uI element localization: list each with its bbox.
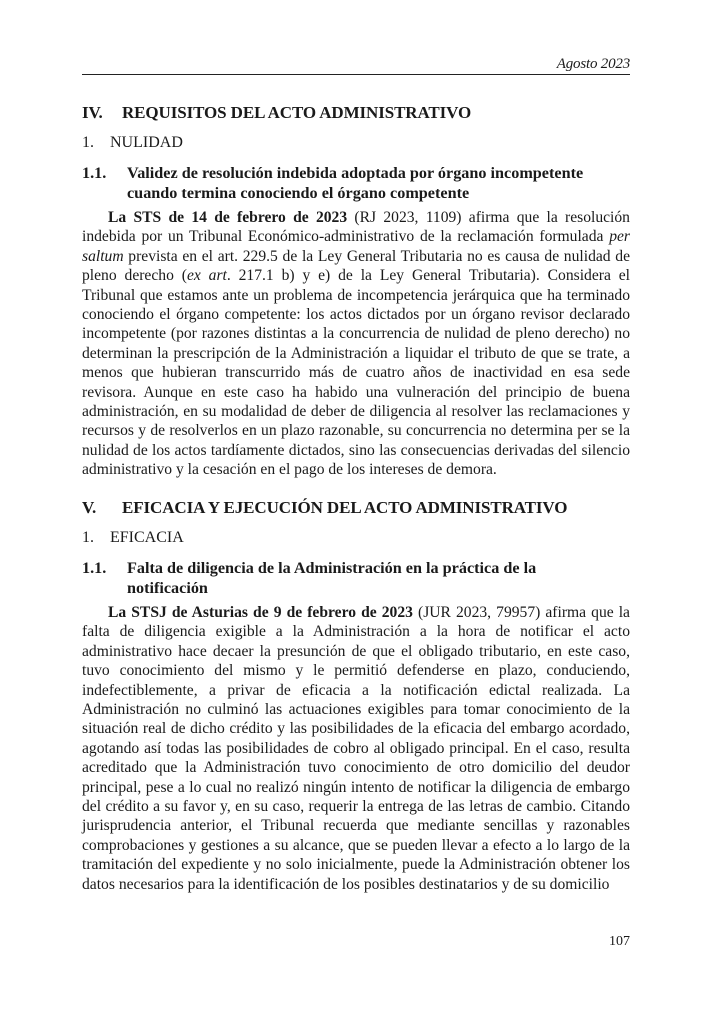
subsection-title: NULIDAD — [110, 134, 183, 151]
paragraph-text: (JUR 2023, 79957) afirma que la falta de diligencia exigible a la Administración a la hora de notificar el acto administrativo hace decaer la presunción de que el obligado tributario, en este caso, tuvo conocimiento del mismo y le permitió defenderse en plazo, conduciendo, indefectiblemente, a privar de eficacia a la notificación edictal realizada. La Administración no culminó las actuaciones exigibles para tomar conocimiento de la situación real de dicho crédito y las posibilidades de la eficacia del embargo acordado, agotando así todas las posibilidades de cobro al obligado principal. En el caso, resulta acreditado que la Administración tuvo conocimiento de otro domicilio del deudor principal, pese a lo cual no realizó ningún intento de notificar la diligencia de embargo del crédito a su favor y, en su caso, requerir la entrega de las letras de cambio. Citando jurisprudencia anterior, el Tribunal recuerda que mediante sencillas y razonables comprobaciones y gestiones a su alcance, que se pueden llevar a efecto a lo largo de la tramitación del expediente y no solo inicialmente, puede la Administración obtener los datos necesarios para la identificación de los posibles destinatarios y de su domicilio — [82, 604, 630, 893]
section-number: V. — [82, 498, 97, 517]
subsection-title: EFICACIA — [110, 529, 184, 546]
subsection-number: 1. — [82, 529, 94, 546]
latin-term: ex art — [186, 267, 227, 285]
subsubsection-heading-validez — [82, 163, 630, 203]
case-citation: La STSJ de Asturias de 9 de febrero de 2023 — [108, 604, 413, 621]
subsubsection-heading-falta — [82, 558, 602, 598]
paragraph-text: . 217.1 b) y e) de la Ley General Tributaria). Considera el Tribunal que estamos ante un problema de incompetencia jerárquica que ha terminado conociendo el órgano competente: los actos dictados por un órgano revisor declarado incompetente (por razones distintas a la concurrencia de nulidad de pleno derecho) no determinan la prescripción de la Administración a liquidar el tributo de que se trate, a menos que hubieran transcurrido más de cuatro años de inactividad en esa sede revisora. Aunque en este caso ha habido una vulneración del principio de buena administración, en su modalidad de deber de diligencia al resolver las reclamaciones y recursos y de resolverlos en un plazo razonable, su concurrencia no determina per se la nulidad de los actos tardíamente dictados, sino las consecuencias derivadas del silencio administrativo y la cesación en el pago de los intereses de demora. — [82, 267, 630, 479]
subsection-number: 1. — [82, 134, 94, 151]
paragraph-sts — [82, 208, 630, 480]
subsection-heading-eficacia — [82, 529, 184, 547]
section-title: REQUISITOS DEL ACTO ADMINISTRATIVO — [122, 103, 472, 122]
paragraph-text: (RJ 2023, 1109) afirma que la resolución indebida por un Tribunal Económico-administrativo de la reclamación formulada — [82, 209, 630, 246]
paragraph-text: prevista en el art. 229.5 de la Ley General Tributaria no es causa de nulidad de pleno derecho ( — [82, 247, 630, 285]
subsubsection-number: 1.1. — [82, 559, 107, 577]
section-number: IV. — [82, 103, 103, 122]
subsubsection-title: Falta de diligencia de la Administración en la práctica de la notificación — [127, 559, 537, 597]
subsubsection-number: 1.1. — [82, 164, 107, 182]
header-rule — [82, 74, 630, 75]
section-heading-v — [82, 498, 567, 518]
section-heading-iv — [82, 103, 471, 123]
subsection-heading-nulidad — [82, 134, 183, 152]
page-number: 107 — [609, 934, 630, 949]
paragraph-stsj — [82, 603, 630, 894]
subsubsection-title: Validez de resolución indebida adoptada por órgano incompetente cuando termina conociendo el órgano competente — [127, 164, 584, 202]
latin-term: per saltum — [82, 228, 630, 265]
section-title: EFICACIA Y EJECUCIÓN DEL ACTO ADMINISTRATIVO — [122, 498, 568, 517]
running-header: Agosto 2023 — [556, 56, 630, 72]
case-citation: La STS de 14 de febrero de 2023 — [108, 209, 348, 226]
